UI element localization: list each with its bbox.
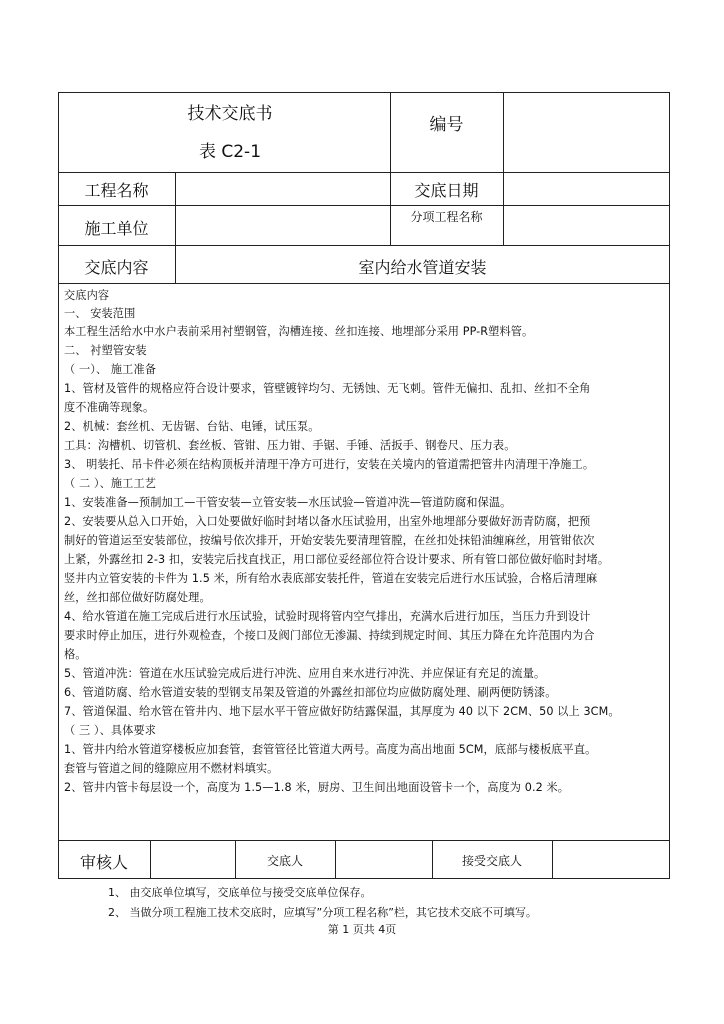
body-line-10: 3、 明装托、吊卡件必须在结构顶板并清理干净方可进行，安装在关境内的管道需把管井内清理干净施工。 [64,458,595,471]
body-line-19: 要求时停止加压，进行外观检查，个接口及阀门部位无渗漏、持续到规定时间、其压力降在允许范围内为合 [64,629,595,642]
body-line-21: 5、管道冲洗：管道在水压试验完成后进行冲洗、应用自来水进行冲洗、并应保证有充足的流量。 [64,667,546,680]
number-label: 编号 [429,115,464,135]
table-border-right [669,92,670,879]
project-name-value[interactable] [180,178,385,200]
body-line-11: （ 二 ）、施工工艺 [64,477,157,490]
table-border-bottom [58,878,670,879]
body-line-12: 1、安装准备—预制加工—干管安装—立管安装—水压试验—管道冲洗—管道防腐和保温。 [64,496,512,509]
number-value[interactable] [506,110,666,134]
disclosure-content-title: 室内给水管道安装 [358,258,487,277]
sig-divider-3 [335,840,336,878]
note-1: 1、 由交底单位填写，交底单位与接受交底单位保存。 [108,886,372,899]
body-line-4: 二、 衬塑管安装 [64,344,147,357]
construction-unit-label: 施工单位 [84,219,149,238]
body-line-14: 制好的管道运至安装部位，按编号依次排开，开始安装先要清理管膛，在丝扣处抹铅油缠麻丝，用管钳依次 [64,534,595,547]
note-2: 2、 当做分项工程施工技术交底时，应填写”分项工程名称”栏，其它技术交底不可填写。 [108,906,537,919]
receiver-label: 接受交底人 [461,854,522,868]
table-border-top [58,92,670,93]
presenter-label: 交底人 [266,854,303,868]
col-divider-b [503,92,504,245]
reviewer-value[interactable] [152,850,232,872]
row-divider-4 [58,283,670,284]
body-line-5: （ 一）、 施工准备 [64,363,157,376]
body-line-23: 7、管道保温、给水管在管井内、地下层水平干管应做好防结露保温，其厚度为 40 以下 2CM、50 以上 3CM。 [64,705,620,718]
form-title: 技术交底书 [187,104,273,124]
body-line-20: 格。 [64,648,87,661]
project-name-label: 工程名称 [84,181,149,200]
disclosure-date-label: 交底日期 [414,181,479,200]
sig-divider-5 [552,840,553,878]
body-line-26: 套管与管道之间的缝隙应用不燃材料填实。 [64,762,279,775]
presenter-value[interactable] [337,850,429,872]
body-line-1: 交底内容 [64,289,110,302]
table-border-left [58,92,59,879]
disclosure-content-label: 交底内容 [84,258,149,277]
body-line-16: 竖井内立管安装的卡件为 1.5 米，所有给水表底部安装托件，管道在安装完后进行水压试验，合格后清理麻 [64,572,598,585]
body-line-27: 2、管井内管卡每层设一个，高度为 1.5—1.8 米，厨房、卫生间出地面设管卡一个，高度为 0.2 米。 [64,781,570,794]
body-line-25: 1、管井内给水管道穿楼板应加套管，套管管径比管道大两号。高度为高出地面 5CM，底部与楼板底平直。 [64,743,597,756]
disclosure-date-value[interactable] [506,178,666,200]
reviewer-label: 审核人 [79,853,128,872]
body-line-9: 工具：沟槽机、切管机、套丝板、管钳、压力钳、手锯、手锤、活扳手、钢卷尺、压力表。 [64,439,516,452]
body-line-13: 2、安装要从总入口开始，入口处要做好临时封堵以备水压试验用，出室外地埋部分要做好沥青防腐，把预 [64,515,591,528]
form-code: 表 C2-1 [198,142,262,162]
sub-project-name-label: 分项工程名称 [410,210,483,224]
sig-divider-1 [150,840,151,878]
body-line-18: 4、给水管道在施工完成后进行水压试验，试验时现将管内空气排出，充满水后进行加压，当压力升到设计 [64,610,591,623]
construction-unit-value[interactable] [180,216,385,238]
body-line-17: 丝，丝扣部位做好防腐处理。 [64,591,211,604]
row-divider-2 [58,205,670,206]
row-divider-3 [58,245,670,246]
body-line-7: 度不准确等现象。 [64,401,155,414]
body-line-6: 1、管材及管件的规格应符合设计要求，管壁镀锌均匀、无锈蚀、无飞刺。管件无偏扣、乱扣、丝扣不全角 [64,382,591,395]
body-line-3: 本工程生活给水中水户表前采用衬塑钢管，沟槽连接、丝扣连接、地埋部分采用 PP-R塑料管。 [64,325,534,338]
body-line-15: 上紧，外露丝扣 2-3 扣，安装完后找直找正，用口部位妥经部位符合设计要求、所有管口部位做好临时封堵。 [64,553,610,566]
receiver-value[interactable] [554,850,666,872]
sub-project-name-value[interactable] [506,216,666,238]
body-line-24: （ 三 ）、具体要求 [64,724,157,737]
page-number: 第 1 页共 4页 [327,923,397,936]
row-divider-1 [58,172,670,173]
body-line-8: 2、机械：套丝机、无齿锯、台钻、电锤，试压泵。 [64,420,320,433]
body-line-22: 6、管道防腐、给水管道安装的型钢支吊架及管道的外露丝扣部位均应做防腐处理、刷两便防锈漆。 [64,686,557,699]
body-line-2: 一、 安装范围 [64,307,136,320]
